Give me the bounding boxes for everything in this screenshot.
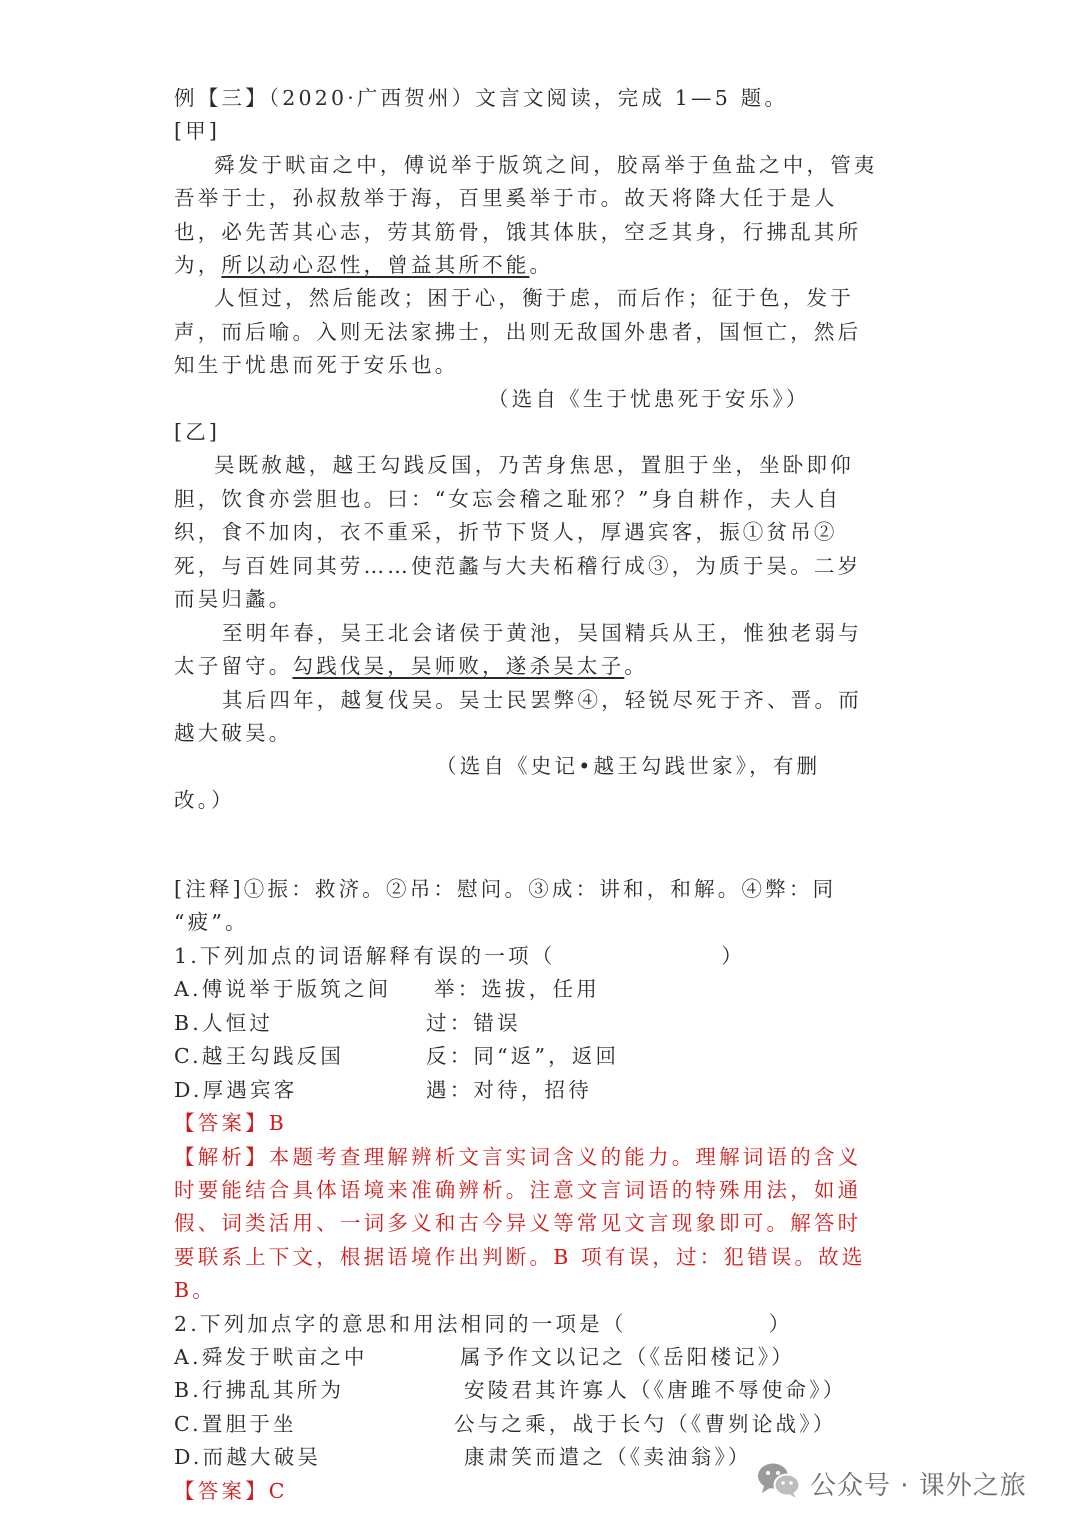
passage-yi-line: 太子留守。勾践伐吴，吴师败，遂杀吴太子。: [174, 654, 649, 678]
passage-yi-source: 改。）: [174, 788, 235, 812]
notes-line: [注释]①振：救济。②吊：慰问。③成：讲和，和解。④弊：同: [174, 877, 837, 901]
passage-jia-label: [甲]: [174, 119, 221, 143]
question-2-answer: 【答案】C: [174, 1479, 288, 1503]
watermark: [756, 1456, 1027, 1510]
question-1-stem: 1.下列加点的词语解释有误的一项（ ）: [174, 944, 746, 968]
question-1-answer: 【答案】B: [174, 1111, 288, 1135]
question-1-option: C.越王勾践反国 反：同“返”，返回: [174, 1044, 620, 1068]
question-1-analysis-line: B。: [174, 1278, 216, 1302]
passage-jia-line: 为，所以动心忍性，曾益其所不能。: [174, 253, 554, 277]
passage-yi-line: 越大破吴。: [174, 721, 293, 745]
passage-jia-source: （选自《生于忧患死于安乐》）: [488, 387, 810, 411]
passage-yi-line: 吴既赦越，越王勾践反国，乃苦身焦思，置胆于坐，坐卧即仰: [214, 453, 854, 477]
question-2-option: A.舜发于畎亩之中 属予作文以记之（《岳阳楼记》）: [174, 1345, 795, 1369]
passage-yi-line: 其后四年，越复伐吴。吴士民罢弊④，轻锐尽死于齐、晋。而: [222, 688, 862, 712]
notes-line: “疲”。: [174, 910, 249, 934]
question-1-option: A.傅说举于版筑之间 举：选拔，任用: [174, 977, 600, 1001]
question-1-option: D.厚遇宾客 遇：对待，招待: [174, 1078, 592, 1102]
question-1-analysis-line: 要联系上下文，根据语境作出判断。B 项有误，过：犯错误。故选: [174, 1245, 866, 1269]
question-2-option: B.行拂乱其所为 安陵君其许寡人（《唐雎不辱使命》）: [174, 1378, 847, 1402]
underlined-sentence: 勾践伐吴，吴师败，遂杀吴太子: [292, 654, 625, 678]
passage-jia-line: 人恒过，然后能改；困于心，衡于虑，而后作；征于色，发于: [214, 286, 854, 310]
exercise-title: 例【三】（2020·广西贺州）文言文阅读，完成 1—5 题。: [174, 86, 789, 110]
passage-yi-line: 织，食不加肉，衣不重采，折节下贤人，厚遇宾客，振①贫吊②: [174, 520, 838, 544]
question-1-option: B.人恒过 过：错误: [174, 1011, 521, 1035]
question-2-option: C.置胆于坐 公与之乘，战于长勺（《曹刿论战》）: [174, 1412, 837, 1436]
passage-yi-line: 胆，饮食亦尝胆也。曰：“女忘会稽之耻邪？”身自耕作，夫人自: [174, 487, 842, 511]
question-1-analysis-line: 假、词类活用、一词多义和古今异义等常见文言现象即可。解答时: [174, 1211, 862, 1235]
passage-jia-line: 舜发于畎亩之中，傅说举于版筑之间，胶鬲举于鱼盐之中，管夷: [214, 153, 878, 177]
wechat-icon: [756, 1460, 810, 1507]
question-2-option: D.而越大破吴 康肃笑而遣之（《卖油翁》）: [174, 1445, 752, 1469]
watermark-text: 公众号 · 课外之旅: [810, 1470, 1027, 1501]
underlined-sentence: 所以动心忍性，曾益其所不能: [221, 253, 530, 277]
passage-yi-line: 至明年春，吴王北会诸侯于黄池，吴国精兵从王，惟独老弱与: [222, 621, 862, 645]
passage-jia-line: 声，而后喻。入则无法家拂士，出则无敌国外患者，国恒亡，然后: [174, 320, 862, 344]
passage-yi-line: 而吴归蠡。: [174, 587, 293, 611]
passage-jia-line: 知生于忧患而死于安乐也。: [174, 353, 459, 377]
passage-yi-label: [乙]: [174, 420, 221, 444]
passage-yi-source: （选自《史记•越王勾践世家》，有删: [436, 754, 821, 778]
question-1-analysis-line: 【解析】本题考查理解辨析文言实词含义的能力。理解词语的含义: [174, 1145, 862, 1169]
question-2-stem: 2.下列加点字的意思和用法相同的一项是（ ）: [174, 1312, 793, 1336]
question-1-analysis-line: 时要能结合具体语境来准确辨析。注意文言词语的特殊用法，如通: [174, 1178, 862, 1202]
passage-jia-line: 也，必先苦其心志，劳其筋骨，饿其体肤，空乏其身，行拂乱其所: [174, 220, 862, 244]
passage-jia-line: 吾举于士，孙叔敖举于海，百里奚举于市。故天将降大任于是人: [174, 186, 838, 210]
passage-yi-line: 死，与百姓同其劳……使范蠡与大夫柘稽行成③，为质于吴。二岁: [174, 554, 862, 578]
